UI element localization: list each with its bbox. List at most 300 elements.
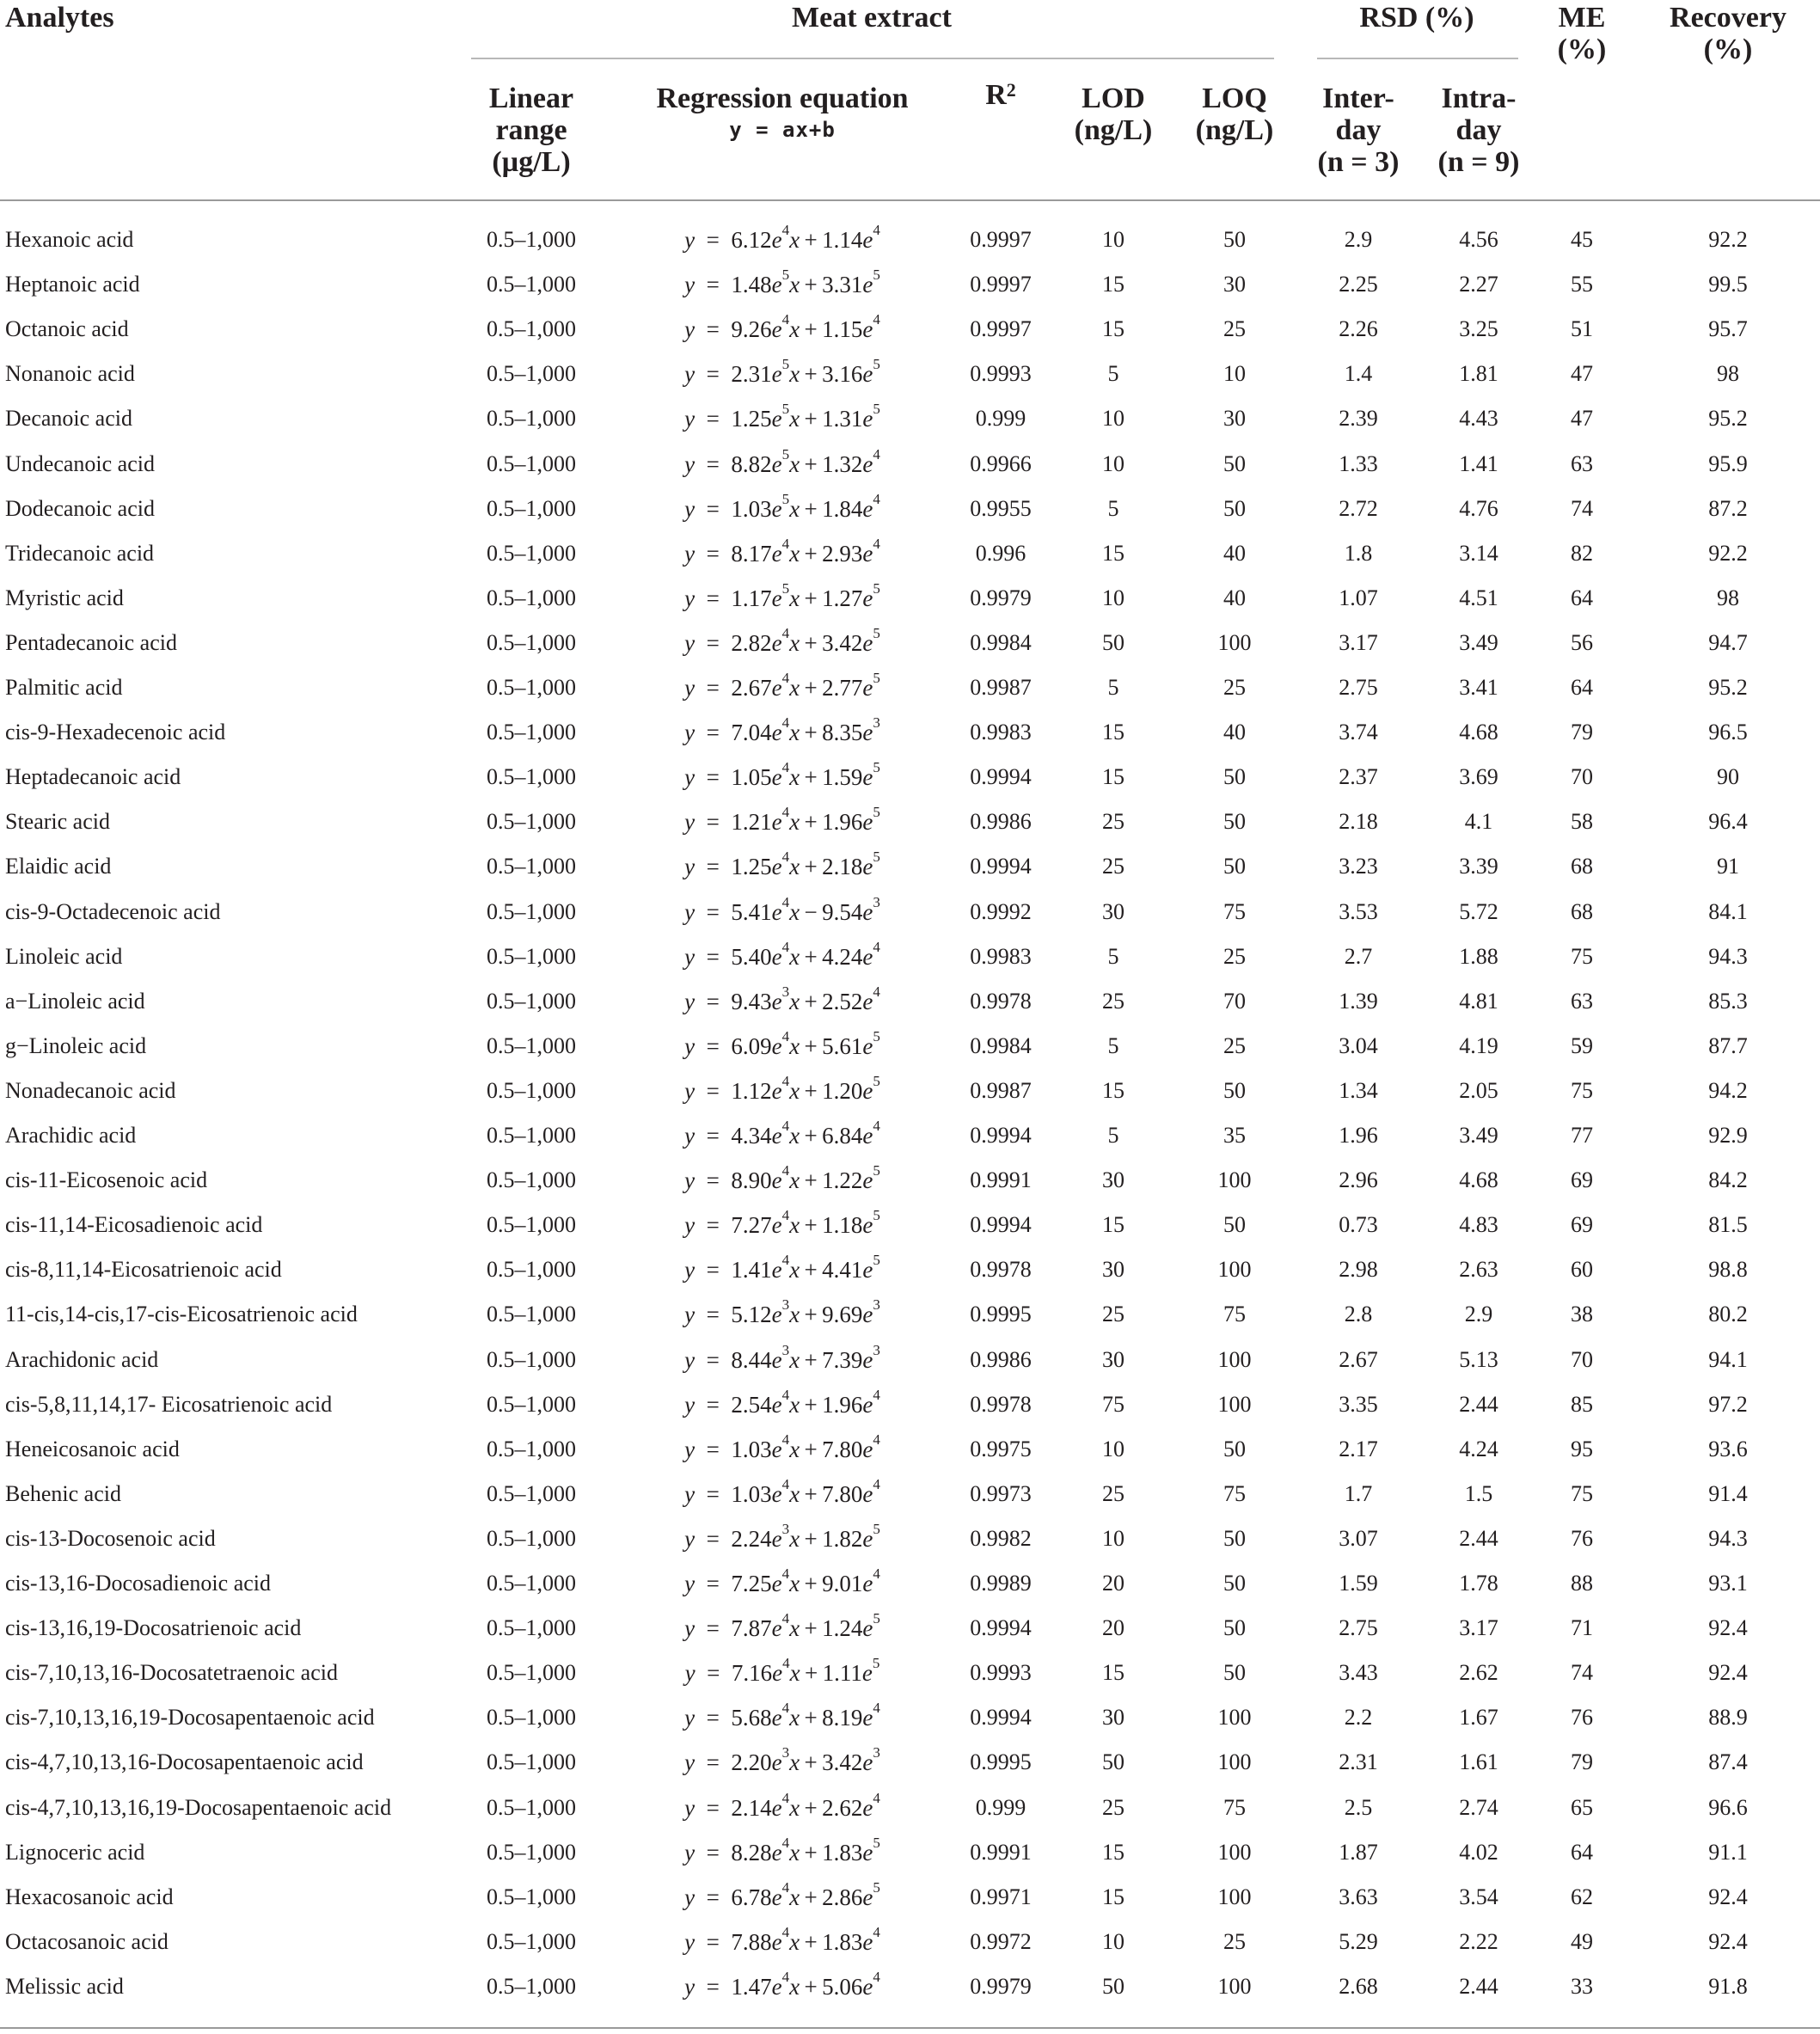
cell-me: 75 bbox=[1571, 1077, 1593, 1103]
eq-exp-a: 5 bbox=[781, 401, 790, 418]
cell-regression-equation bbox=[602, 1964, 963, 2009]
eq-y: y bbox=[684, 1705, 696, 1731]
eq-x: x bbox=[789, 720, 800, 746]
cell-recovery: 87.7 bbox=[1708, 1032, 1748, 1058]
eq-coef-a: 8.44 bbox=[731, 1346, 772, 1373]
eq-coef-a: 6.09 bbox=[731, 1032, 772, 1059]
cell-linear-range: 0.5–1,000 bbox=[487, 1167, 576, 1193]
cell-analyte: cis-4,7,10,13,16-Docosapentaenoic acid bbox=[5, 1749, 364, 1775]
table-row bbox=[0, 307, 1820, 352]
header-loq bbox=[1183, 83, 1286, 146]
cell-lod: 25 bbox=[1102, 1480, 1124, 1506]
eq-e: e bbox=[862, 764, 873, 791]
cell-regression-equation bbox=[602, 890, 963, 934]
eq-e: e bbox=[771, 1032, 782, 1059]
header-lod-line1: LOD bbox=[1082, 83, 1145, 114]
eq-operator: + bbox=[804, 854, 818, 880]
eq-coef-b: 2.77 bbox=[822, 675, 863, 701]
eq-exp-a: 4 bbox=[781, 714, 790, 732]
eq-equals: = bbox=[695, 1571, 732, 1596]
eq-exp-b: 3 bbox=[873, 1744, 880, 1761]
eq-equals: = bbox=[695, 272, 732, 298]
header-inter-day-line2: day bbox=[1335, 114, 1382, 146]
cell-recovery: 87.4 bbox=[1708, 1749, 1748, 1775]
eq-e: e bbox=[862, 1525, 873, 1552]
eq-operator: + bbox=[804, 1615, 818, 1642]
eq-exp-a: 3 bbox=[781, 1296, 790, 1314]
cell-loq: 25 bbox=[1223, 1928, 1246, 1954]
cell-me: 51 bbox=[1571, 316, 1593, 342]
eq-y: y bbox=[684, 1436, 696, 1462]
header-recovery-line1: Recovery bbox=[1670, 2, 1786, 34]
eq-e: e bbox=[862, 316, 873, 343]
cell-analyte: Nonadecanoic acid bbox=[5, 1077, 176, 1103]
header-intra-day bbox=[1427, 83, 1530, 178]
eq-coef-b: 3.42 bbox=[822, 1749, 863, 1776]
eq-coef-b: 1.32 bbox=[822, 450, 863, 477]
eq-e: e bbox=[862, 854, 873, 880]
header-lod-line2: (ng/L) bbox=[1074, 114, 1153, 146]
eq-y: y bbox=[684, 629, 696, 656]
cell-loq: 30 bbox=[1223, 406, 1246, 432]
eq-y: y bbox=[684, 1749, 696, 1776]
cell-r2: 0.9993 bbox=[970, 361, 1032, 387]
cell-lod: 5 bbox=[1107, 1123, 1119, 1148]
eq-operator: + bbox=[804, 1077, 818, 1104]
eq-e: e bbox=[862, 1302, 873, 1328]
cell-r2: 0.9995 bbox=[970, 1749, 1032, 1775]
eq-exp-a: 3 bbox=[781, 1520, 790, 1537]
cell-linear-range: 0.5–1,000 bbox=[487, 227, 576, 252]
cell-regression-equation bbox=[602, 934, 963, 979]
eq-e: e bbox=[771, 1257, 782, 1284]
eq-e: e bbox=[771, 1391, 782, 1418]
cell-intra-day: 3.49 bbox=[1459, 629, 1498, 655]
cell-inter-day: 2.8 bbox=[1344, 1302, 1373, 1327]
cell-loq: 50 bbox=[1223, 495, 1246, 521]
cell-inter-day: 2.2 bbox=[1344, 1705, 1373, 1731]
cell-recovery: 91 bbox=[1717, 854, 1739, 879]
eq-x: x bbox=[789, 361, 800, 388]
cell-intra-day: 3.25 bbox=[1459, 316, 1498, 342]
eq-y: y bbox=[684, 1839, 696, 1866]
cell-linear-range: 0.5–1,000 bbox=[487, 585, 576, 610]
eq-e: e bbox=[771, 1794, 782, 1821]
cell-lod: 25 bbox=[1102, 1794, 1124, 1820]
table-row bbox=[0, 1920, 1820, 1964]
cell-me: 59 bbox=[1571, 1032, 1593, 1058]
cell-regression-equation bbox=[602, 1920, 963, 1964]
eq-operator: + bbox=[804, 227, 818, 253]
eq-coef-a: 2.67 bbox=[731, 675, 772, 701]
eq-y: y bbox=[684, 1794, 696, 1821]
cell-inter-day: 1.7 bbox=[1344, 1480, 1373, 1506]
cell-linear-range: 0.5–1,000 bbox=[487, 1615, 576, 1641]
cell-inter-day: 3.23 bbox=[1339, 854, 1378, 879]
eq-coef-b: 3.42 bbox=[822, 629, 863, 656]
eq-operator: + bbox=[804, 1436, 818, 1462]
eq-y: y bbox=[684, 898, 696, 925]
cell-analyte: Stearic acid bbox=[5, 809, 110, 835]
table-row bbox=[0, 1024, 1820, 1069]
eq-coef-b: 2.93 bbox=[822, 540, 863, 567]
eq-operator: + bbox=[804, 1839, 818, 1866]
cell-r2: 0.9995 bbox=[970, 1302, 1032, 1327]
cell-loq: 50 bbox=[1223, 1571, 1246, 1596]
cell-linear-range: 0.5–1,000 bbox=[487, 1660, 576, 1686]
cell-recovery: 91.1 bbox=[1708, 1839, 1748, 1865]
eq-operator: + bbox=[804, 1480, 818, 1507]
cell-intra-day: 1.5 bbox=[1464, 1480, 1493, 1506]
eq-e: e bbox=[771, 1077, 782, 1104]
eq-coef-a: 1.41 bbox=[731, 1257, 772, 1284]
eq-exp-b: 3 bbox=[873, 893, 880, 910]
eq-e: e bbox=[771, 629, 782, 656]
eq-x: x bbox=[789, 854, 800, 880]
cell-r2: 0.9971 bbox=[970, 1884, 1032, 1909]
cell-loq: 100 bbox=[1217, 1749, 1252, 1775]
eq-exp-b: 4 bbox=[873, 1475, 880, 1492]
eq-operator: + bbox=[804, 629, 818, 656]
cell-recovery: 90 bbox=[1717, 764, 1739, 790]
cell-intra-day: 3.14 bbox=[1459, 540, 1498, 566]
eq-x: x bbox=[789, 1525, 800, 1552]
eq-operator: + bbox=[804, 1749, 818, 1776]
eq-exp-b: 4 bbox=[873, 1789, 880, 1806]
cell-inter-day: 3.43 bbox=[1339, 1660, 1378, 1686]
eq-exp-b: 4 bbox=[873, 938, 880, 955]
cell-regression-equation bbox=[602, 1516, 963, 1561]
eq-operator: + bbox=[804, 450, 818, 477]
eq-y: y bbox=[684, 1480, 696, 1507]
eq-coef-a: 1.25 bbox=[731, 406, 772, 432]
eq-x: x bbox=[789, 764, 800, 791]
cell-regression-equation bbox=[602, 1338, 963, 1382]
cell-intra-day: 3.39 bbox=[1459, 854, 1498, 879]
eq-exp-a: 4 bbox=[781, 1834, 790, 1851]
eq-equals: = bbox=[695, 1525, 732, 1552]
table-bottom-rule bbox=[0, 2027, 1820, 2029]
eq-e: e bbox=[862, 1167, 873, 1194]
cell-regression-equation bbox=[602, 755, 963, 800]
cell-lod: 10 bbox=[1102, 406, 1124, 432]
header-lod bbox=[1064, 83, 1162, 146]
eq-y: y bbox=[684, 1928, 696, 1955]
cell-lod: 5 bbox=[1107, 361, 1119, 387]
eq-exp-a: 5 bbox=[781, 579, 790, 597]
eq-exp-b: 4 bbox=[873, 1968, 880, 1985]
eq-x: x bbox=[789, 1794, 800, 1821]
cell-inter-day: 2.67 bbox=[1339, 1346, 1378, 1372]
table-row bbox=[0, 1472, 1820, 1516]
cell-lod: 10 bbox=[1102, 1436, 1124, 1461]
cell-recovery: 92.4 bbox=[1708, 1660, 1748, 1686]
eq-equals: = bbox=[695, 227, 732, 253]
eq-e: e bbox=[862, 1391, 873, 1418]
eq-e: e bbox=[771, 1302, 782, 1328]
eq-e: e bbox=[862, 585, 873, 611]
cell-analyte: Nonanoic acid bbox=[5, 361, 135, 387]
cell-loq: 100 bbox=[1217, 1839, 1252, 1865]
table-row bbox=[0, 1561, 1820, 1606]
cell-lod: 10 bbox=[1102, 1525, 1124, 1551]
cell-regression-equation bbox=[602, 1292, 963, 1337]
table-row bbox=[0, 1964, 1820, 2009]
cell-me: 47 bbox=[1571, 406, 1593, 432]
header-me-line2: (%) bbox=[1557, 34, 1607, 65]
eq-y: y bbox=[684, 272, 696, 298]
eq-equals: = bbox=[695, 1077, 732, 1104]
cell-regression-equation bbox=[602, 1382, 963, 1427]
eq-e: e bbox=[771, 1615, 782, 1642]
eq-operator: + bbox=[804, 1705, 818, 1731]
cell-inter-day: 5.29 bbox=[1339, 1928, 1378, 1954]
eq-operator: + bbox=[804, 1391, 818, 1418]
eq-coef-b: 1.31 bbox=[822, 406, 863, 432]
eq-exp-b: 4 bbox=[873, 983, 880, 1000]
eq-equals: = bbox=[695, 1884, 732, 1910]
cell-lod: 15 bbox=[1102, 764, 1124, 790]
cell-me: 76 bbox=[1571, 1525, 1593, 1551]
eq-e: e bbox=[771, 1346, 782, 1373]
meat-extract-underline bbox=[471, 58, 1274, 59]
cell-regression-equation bbox=[602, 217, 963, 262]
eq-e: e bbox=[862, 1346, 873, 1373]
cell-analyte: cis-9-Octadecenoic acid bbox=[5, 898, 221, 924]
eq-coef-b: 1.11 bbox=[822, 1660, 862, 1687]
eq-y: y bbox=[684, 1571, 696, 1596]
cell-lod: 30 bbox=[1102, 1346, 1124, 1372]
eq-operator: + bbox=[804, 1257, 818, 1284]
cell-loq: 25 bbox=[1223, 943, 1246, 969]
header-intra-day-line1: Intra- bbox=[1441, 83, 1517, 114]
eq-exp-b: 5 bbox=[873, 1252, 880, 1269]
cell-linear-range: 0.5–1,000 bbox=[487, 1794, 576, 1820]
eq-e: e bbox=[862, 227, 873, 253]
cell-intra-day: 2.74 bbox=[1459, 1794, 1498, 1820]
cell-inter-day: 2.25 bbox=[1339, 272, 1378, 297]
cell-r2: 0.9993 bbox=[970, 1660, 1032, 1686]
eq-equals: = bbox=[695, 720, 732, 746]
cell-analyte: a−Linoleic acid bbox=[5, 988, 145, 1014]
cell-inter-day: 2.17 bbox=[1339, 1436, 1378, 1461]
cell-lod: 20 bbox=[1102, 1571, 1124, 1596]
eq-y: y bbox=[684, 1257, 696, 1284]
cell-inter-day: 2.5 bbox=[1344, 1794, 1373, 1820]
cell-loq: 35 bbox=[1223, 1123, 1246, 1148]
cell-loq: 100 bbox=[1217, 1167, 1252, 1193]
eq-x: x bbox=[789, 1660, 800, 1687]
table-row bbox=[0, 1382, 1820, 1427]
cell-inter-day: 1.8 bbox=[1344, 540, 1373, 566]
eq-exp-a: 4 bbox=[781, 1118, 790, 1134]
eq-exp-b: 5 bbox=[873, 1072, 880, 1089]
eq-x: x bbox=[789, 1839, 800, 1866]
cell-r2: 0.9994 bbox=[970, 764, 1032, 790]
cell-loq: 10 bbox=[1223, 361, 1246, 387]
cell-intra-day: 4.68 bbox=[1459, 720, 1498, 745]
eq-x: x bbox=[789, 406, 800, 432]
cell-r2: 0.9997 bbox=[970, 272, 1032, 297]
cell-loq: 100 bbox=[1217, 1391, 1252, 1417]
eq-coef-a: 8.17 bbox=[731, 540, 772, 567]
eq-operator: + bbox=[804, 1571, 818, 1596]
eq-e: e bbox=[771, 1167, 782, 1194]
cell-loq: 50 bbox=[1223, 1436, 1246, 1461]
header-me-line1: ME bbox=[1558, 2, 1606, 34]
cell-analyte: cis-4,7,10,13,16,19-Docosapentaenoic acid bbox=[5, 1794, 392, 1820]
cell-recovery: 91.8 bbox=[1708, 1973, 1748, 1999]
eq-coef-a: 5.41 bbox=[731, 898, 772, 925]
cell-loq: 100 bbox=[1217, 1346, 1252, 1372]
eq-y: y bbox=[684, 495, 696, 522]
cell-lod: 50 bbox=[1102, 629, 1124, 655]
cell-lod: 25 bbox=[1102, 1302, 1124, 1327]
eq-y: y bbox=[684, 1525, 696, 1552]
header-linear-range-line1: Linear bbox=[488, 83, 574, 114]
eq-e: e bbox=[771, 675, 782, 701]
eq-exp-a: 4 bbox=[781, 1072, 790, 1089]
cell-regression-equation bbox=[602, 531, 963, 576]
cell-me: 85 bbox=[1571, 1391, 1593, 1417]
eq-equals: = bbox=[695, 764, 732, 791]
cell-me: 79 bbox=[1571, 1749, 1593, 1775]
eq-operator: + bbox=[804, 1346, 818, 1373]
eq-x: x bbox=[789, 495, 800, 522]
cell-inter-day: 2.68 bbox=[1339, 1973, 1378, 1999]
eq-coef-b: 2.62 bbox=[822, 1794, 863, 1821]
cell-analyte: cis-13-Docosenoic acid bbox=[5, 1525, 216, 1551]
eq-e: e bbox=[861, 1660, 873, 1687]
cell-lod: 5 bbox=[1107, 675, 1119, 700]
eq-exp-a: 4 bbox=[781, 222, 790, 238]
cell-analyte: Octanoic acid bbox=[5, 316, 129, 342]
eq-exp-a: 4 bbox=[781, 535, 790, 552]
eq-exp-b: 4 bbox=[873, 535, 880, 552]
cell-recovery: 96.4 bbox=[1708, 809, 1748, 835]
cell-inter-day: 1.4 bbox=[1344, 361, 1373, 387]
eq-y: y bbox=[684, 1973, 696, 2000]
cell-inter-day: 3.17 bbox=[1339, 629, 1378, 655]
cell-linear-range: 0.5–1,000 bbox=[487, 1391, 576, 1417]
cell-r2: 0.9994 bbox=[970, 1212, 1032, 1238]
cell-me: 74 bbox=[1571, 1660, 1593, 1686]
cell-analyte: Pentadecanoic acid bbox=[5, 629, 177, 655]
cell-regression-equation bbox=[602, 621, 963, 665]
cell-r2: 0.9972 bbox=[970, 1928, 1032, 1954]
eq-e: e bbox=[862, 1615, 873, 1642]
cell-inter-day: 1.96 bbox=[1339, 1123, 1378, 1148]
cell-inter-day: 2.7 bbox=[1344, 943, 1373, 969]
eq-e: e bbox=[771, 1705, 782, 1731]
eq-e: e bbox=[862, 540, 873, 567]
eq-coef-b: 1.96 bbox=[822, 809, 863, 836]
eq-x: x bbox=[789, 988, 800, 1014]
table-row bbox=[0, 1740, 1820, 1785]
cell-analyte: cis-13,16-Docosadienoic acid bbox=[5, 1571, 272, 1596]
cell-r2: 0.9973 bbox=[970, 1480, 1032, 1506]
cell-r2: 0.9997 bbox=[970, 227, 1032, 252]
eq-coef-b: 2.86 bbox=[822, 1884, 863, 1910]
cell-recovery: 95.2 bbox=[1708, 675, 1748, 700]
cell-recovery: 94.2 bbox=[1708, 1077, 1748, 1103]
eq-e: e bbox=[771, 227, 782, 253]
cell-r2: 0.9979 bbox=[970, 1973, 1032, 1999]
cell-inter-day: 3.53 bbox=[1339, 898, 1378, 924]
cell-inter-day: 1.07 bbox=[1339, 585, 1378, 610]
table-row bbox=[0, 979, 1820, 1024]
eq-coef-a: 8.28 bbox=[731, 1839, 772, 1866]
eq-y: y bbox=[684, 1391, 696, 1418]
eq-equals: = bbox=[695, 1749, 732, 1776]
eq-y: y bbox=[684, 675, 696, 701]
cell-regression-equation bbox=[602, 979, 963, 1024]
eq-x: x bbox=[789, 1077, 800, 1104]
eq-coef-b: 1.20 bbox=[822, 1077, 863, 1104]
cell-analyte: cis-7,10,13,16,19-Docosapentaenoic acid bbox=[5, 1705, 375, 1731]
eq-operator: + bbox=[804, 1794, 818, 1821]
cell-linear-range: 0.5–1,000 bbox=[487, 1123, 576, 1148]
eq-coef-a: 8.82 bbox=[731, 450, 772, 477]
eq-operator: + bbox=[804, 495, 818, 522]
eq-coef-b: 7.80 bbox=[822, 1436, 863, 1462]
cell-loq: 50 bbox=[1223, 809, 1246, 835]
eq-coef-a: 2.82 bbox=[731, 629, 772, 656]
eq-operator: + bbox=[804, 988, 818, 1014]
header-recovery bbox=[1659, 2, 1797, 65]
cell-linear-range: 0.5–1,000 bbox=[487, 1346, 576, 1372]
eq-x: x bbox=[789, 1928, 800, 1955]
eq-exp-b: 4 bbox=[873, 490, 880, 507]
cell-lod: 15 bbox=[1102, 1212, 1124, 1238]
cell-recovery: 92.2 bbox=[1708, 227, 1748, 252]
cell-me: 69 bbox=[1571, 1212, 1593, 1238]
eq-e: e bbox=[862, 1212, 873, 1239]
eq-y: y bbox=[684, 1032, 696, 1059]
header-r2-exp: 2 bbox=[1006, 79, 1016, 101]
cell-me: 49 bbox=[1571, 1928, 1593, 1954]
eq-operator: + bbox=[804, 1884, 818, 1910]
eq-e: e bbox=[771, 988, 782, 1014]
cell-linear-range: 0.5–1,000 bbox=[487, 764, 576, 790]
cell-intra-day: 4.68 bbox=[1459, 1167, 1498, 1193]
eq-coef-b: 4.41 bbox=[822, 1257, 863, 1284]
eq-operator: + bbox=[804, 1212, 818, 1239]
eq-y: y bbox=[684, 1302, 696, 1328]
eq-e: e bbox=[862, 1794, 873, 1821]
eq-e: e bbox=[862, 1705, 873, 1731]
cell-loq: 50 bbox=[1223, 854, 1246, 879]
eq-coef-a: 7.25 bbox=[731, 1571, 772, 1596]
eq-exp-b: 5 bbox=[872, 1655, 880, 1672]
eq-exp-b: 5 bbox=[873, 1878, 880, 1896]
table-row bbox=[0, 1069, 1820, 1113]
cell-regression-equation bbox=[602, 1203, 963, 1247]
eq-exp-b: 5 bbox=[873, 1027, 880, 1045]
eq-equals: = bbox=[695, 1167, 732, 1194]
cell-linear-range: 0.5–1,000 bbox=[487, 1705, 576, 1731]
eq-y: y bbox=[684, 988, 696, 1014]
eq-y: y bbox=[684, 361, 696, 388]
eq-exp-a: 4 bbox=[781, 1789, 790, 1806]
eq-exp-b: 4 bbox=[873, 1431, 880, 1448]
eq-x: x bbox=[789, 1032, 800, 1059]
table-row bbox=[0, 665, 1820, 710]
cell-loq: 50 bbox=[1223, 1615, 1246, 1641]
eq-e: e bbox=[771, 1749, 782, 1776]
eq-e: e bbox=[771, 1212, 782, 1239]
table-row bbox=[0, 217, 1820, 262]
